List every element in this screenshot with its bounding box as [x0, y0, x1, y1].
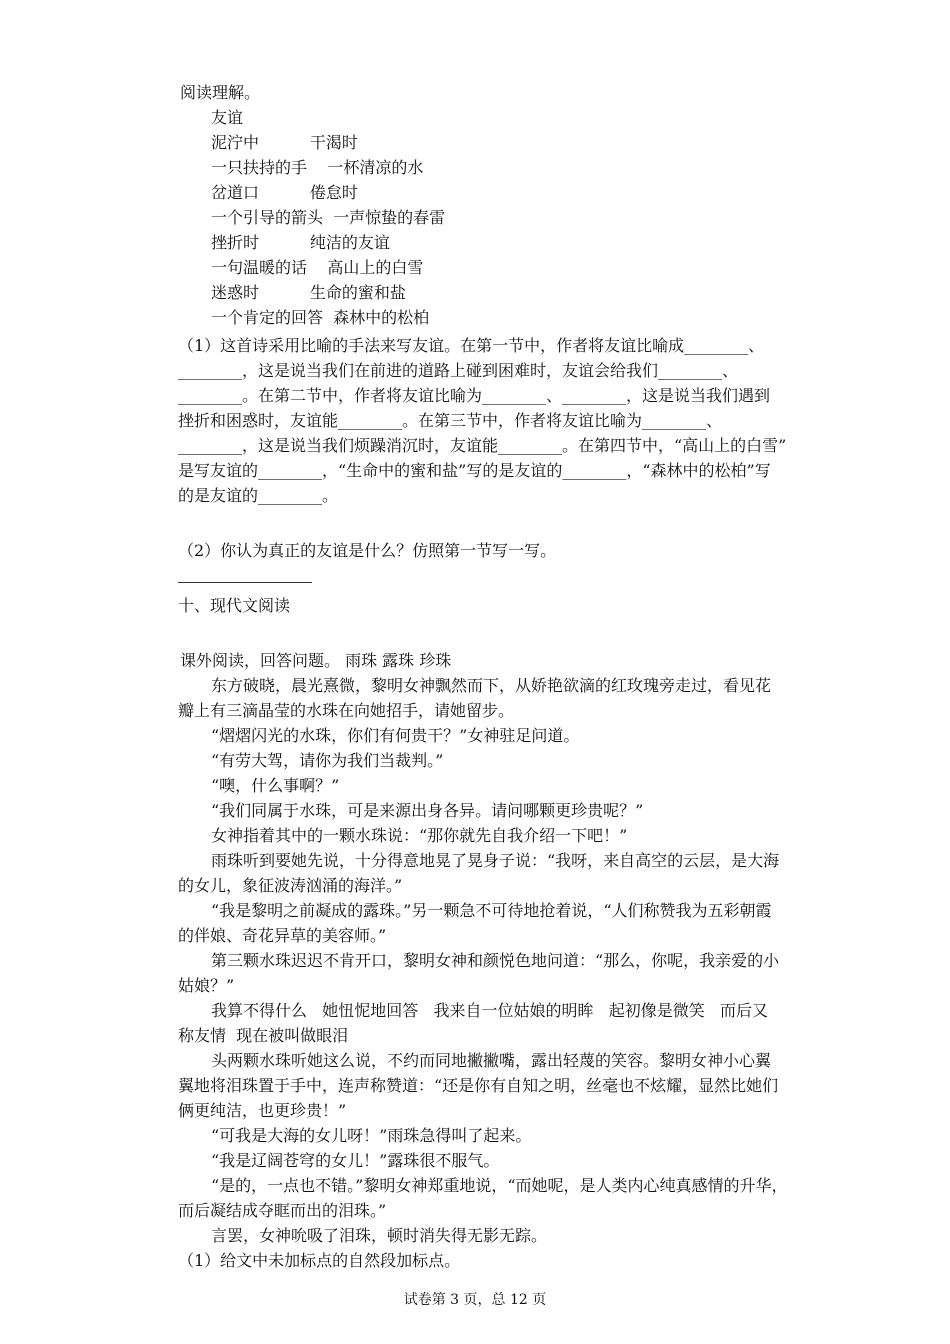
poem-line: 一个肯定的回答 森林中的松柏 [211, 308, 430, 327]
passage-line: 雨珠听到要她先说，十分得意地晃了晃身子说：“我呀，来自高空的云层，是大海 [211, 851, 780, 870]
passage-line: 东方破晓，晨光熹微，黎明女神飘然而下，从娇艳欲滴的红玫瑰旁走过，看见花 [211, 676, 772, 695]
question-1-line: （1）这首诗采用比喻的手法来写友谊。在第一节中，作者将友谊比喻成________、 [178, 336, 765, 355]
passage-line: 俩更纯洁，也更珍贵！” [178, 1101, 347, 1120]
question-1-line: ________，这是说当我们烦躁消沉时，友谊能________。在第四节中，“高山上的白雪” [178, 436, 787, 455]
question-1-line: ________。在第二节中，作者将友谊比喻为________、________，这是说当我们遇到 [178, 386, 771, 405]
poem-line: 一个引导的箭头 一声惊蛰的春雷 [211, 208, 446, 227]
question-1-line: 挫折和困惑时，友谊能________。在第三节中，作者将友谊比喻为________、 [178, 411, 723, 430]
passage-line: 言罢，女神吮吸了泪珠，顿时消失得无影无踪。 [211, 1226, 548, 1245]
passage-line: “熠熠闪光的水珠，你们有何贵干？”女神驻足问道。 [211, 726, 580, 745]
passage-line: “我们同属于水珠，可是来源出身各异。请问哪颗更珍贵呢？” [211, 801, 644, 820]
passage-line: “有劳大驾，请你为我们当裁判。” [211, 751, 444, 770]
answer-rule [178, 582, 312, 583]
passage-line: 瓣上有三滴晶莹的水珠在向她招手，请她留步。 [178, 701, 515, 720]
passage-line: “我是辽阔苍穹的女儿！”露珠很不服气。 [211, 1151, 500, 1170]
poem-line: 一句温暖的话 高山上的白雪 [211, 258, 424, 277]
question-1-line: 是写友谊的________，“生命中的蜜和盐”写的是友谊的________，“森林中的松柏”写 [178, 461, 771, 480]
poem-line: 泥泞中 干渴时 [211, 133, 358, 152]
passage-line: “可我是大海的女儿呀！”雨珠急得叫了起来。 [211, 1126, 532, 1145]
poem-line: 挫折时 纯洁的友谊 [211, 233, 390, 252]
passage-line: 课外阅读，回答问题。 雨珠 露珠 珍珠 [180, 651, 452, 670]
passage-line: 头两颗水珠听她这么说，不约而同地撇撇嘴，露出轻蔑的笑容。黎明女神小心翼 [211, 1051, 772, 1070]
reading-intro: 阅读理解。 [180, 83, 261, 102]
passage-line: 女神指着其中的一颗水珠说：“那你就先自我介绍一下吧！” [211, 826, 628, 845]
section-heading: 十、现代文阅读 [178, 596, 291, 615]
passage-line: “我是黎明之前凝成的露珠。”另一颗急不可待地抢着说，“人们称赞我为五彩朝霞 [211, 901, 772, 920]
passage-line: “是的，一点也不错。”黎明女神郑重地说，“而她呢，是人类内心纯真感情的升华， [211, 1176, 788, 1195]
page-footer: 试卷第 3 页，总 12 页 [403, 1292, 547, 1308]
passage-line: 姑娘？” [178, 976, 235, 995]
passage-line: 翼地将泪珠置于手中，连声称赞道：“还是你有自知之明，丝毫也不炫耀，显然比她们 [178, 1076, 779, 1095]
question-1-line: 的是友谊的________。 [178, 486, 339, 505]
passage-line: 的伴娘、奇花异草的美容师。” [178, 926, 387, 945]
poem-line: 迷惑时 生命的蜜和盐 [211, 283, 406, 302]
passage-line: “噢，什么事啊？” [211, 776, 340, 795]
passage-question-1: （1）给文中未加标点的自然段加标点。 [178, 1251, 461, 1270]
question-2: （2）你认为真正的友谊是什么？仿照第一节写一写。 [178, 541, 557, 560]
passage-line: 称友情 现在被叫做眼泪 [178, 1026, 349, 1045]
poem-title: 友谊 [211, 108, 244, 127]
poem-line: 一只扶持的手 一杯清凉的水 [211, 158, 424, 177]
poem-line: 岔道口 倦怠时 [211, 183, 358, 202]
question-1-line: ________，这是说当我们在前进的道路上碰到困难时，友谊会给我们________、 [178, 361, 739, 380]
passage-line: 的女儿，象征波涛汹涌的海洋。” [178, 876, 403, 895]
passage-line: 第三颗水珠迟迟不肯开口，黎明女神和颜悦色地问道：“那么，你呢，我亲爱的小 [211, 951, 780, 970]
passage-line: 我算不得什么 她忸怩地回答 我来自一位姑娘的明眸 起初像是微笑 而后又 [211, 1001, 769, 1020]
passage-line: 而后凝结成夺眶而出的泪珠。” [178, 1201, 387, 1220]
